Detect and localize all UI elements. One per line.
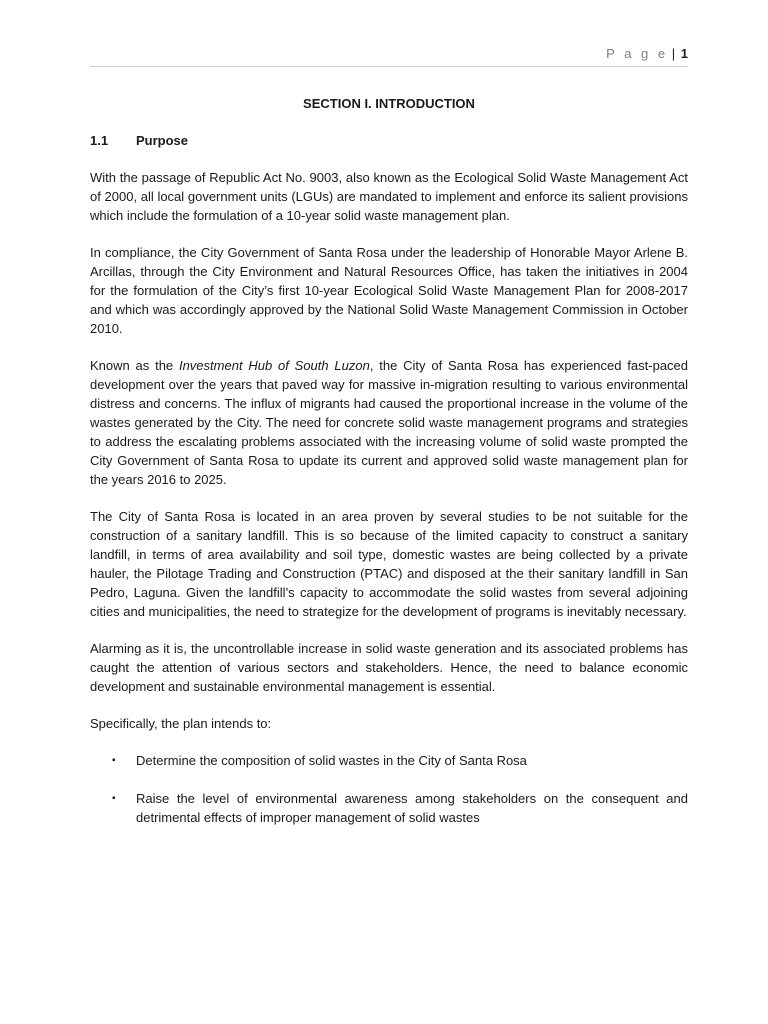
subsection-title: Purpose bbox=[136, 133, 189, 148]
list-item bbox=[90, 751, 688, 770]
paragraph-6: Specifically, the plan intends to: bbox=[90, 716, 272, 731]
list-item-text: Raise the level of environmental awareness among stakeholders on the consequent and detrimental effects of improper management of solid wastes bbox=[136, 791, 688, 825]
objectives-list bbox=[90, 751, 688, 827]
list-item bbox=[90, 789, 688, 827]
page-number: 1 bbox=[680, 46, 688, 61]
list-item-text: Determine the composition of solid wastes in the City of Santa Rosa bbox=[136, 753, 527, 768]
document-body bbox=[90, 94, 688, 846]
paragraph-2: In compliance, the City Government of Santa Rosa under the leadership of Honorable Mayor Arlene B. Arcillas, through the City Environment and Natural Resources Office, has taken the initiatives in 2004 for the formulation of the City’s first 10-year Ecological Solid Waste Management Plan for 2008-2017 and which was accordingly approved by the National Solid Waste Management Commission in October 2010. bbox=[90, 245, 688, 336]
paragraph-5: Alarming as it is, the uncontrollable increase in solid waste generation and its associated problems has caught the attention of various sectors and stakeholders. Hence, the need to balance economic development and sustainable environmental management is essential. bbox=[90, 641, 688, 694]
paragraph-1: With the passage of Republic Act No. 9003, also known as the Ecological Solid Waste Management Act of 2000, all local government units (LGUs) are mandated to implement and enforce its salient provisions which include the formulation of a 10-year solid waste management plan. bbox=[90, 170, 688, 223]
paragraph-3-italic: Investment Hub of South Luzon bbox=[178, 358, 370, 373]
page-separator: | bbox=[671, 46, 676, 61]
page-label: P a g e bbox=[606, 46, 669, 61]
paragraph-4: The City of Santa Rosa is located in an area proven by several studies to be not suitable for the construction of a sanitary landfill. This is so because of the limited capacity to construct a sanitary landfill, in terms of area availability and soil type, domestic wastes are being collected by a private hauler, the Pilotage Trading and Construction (PTAC) and disposed at the their sanitary landfill in San Pedro, Laguna. Given the landfill’s capacity to accommodate the solid wastes from several adjoining cities and municipalities, the need to strategize for the development of programs is inevitably necessary. bbox=[90, 509, 688, 619]
paragraph-3-before: Known as the bbox=[90, 358, 179, 373]
paragraph-3-after: , the City of Santa Rosa has experienced fast-paced development over the years that paved way for massive in-migration resulting to various environmental distress and concerns. The influx of migrants had caused the proportional increase in the volume of the wastes generated by the City. The need for concrete solid waste management programs and strategies to address the escalating problems associated with the increasing volume of solid waste prompted the City Government of Santa Rosa to update its current and approved solid waste management plan for the years 2016 to 2025. bbox=[90, 358, 689, 487]
bullet-icon: ▪ bbox=[112, 793, 116, 804]
paragraph-3 bbox=[90, 356, 688, 489]
subsection-number: 1.1 bbox=[90, 133, 109, 148]
bullet-icon: ▪ bbox=[112, 755, 116, 766]
section-title: SECTION I. INTRODUCTION bbox=[303, 96, 475, 111]
page-header bbox=[90, 46, 688, 67]
subsection-heading bbox=[90, 131, 688, 150]
